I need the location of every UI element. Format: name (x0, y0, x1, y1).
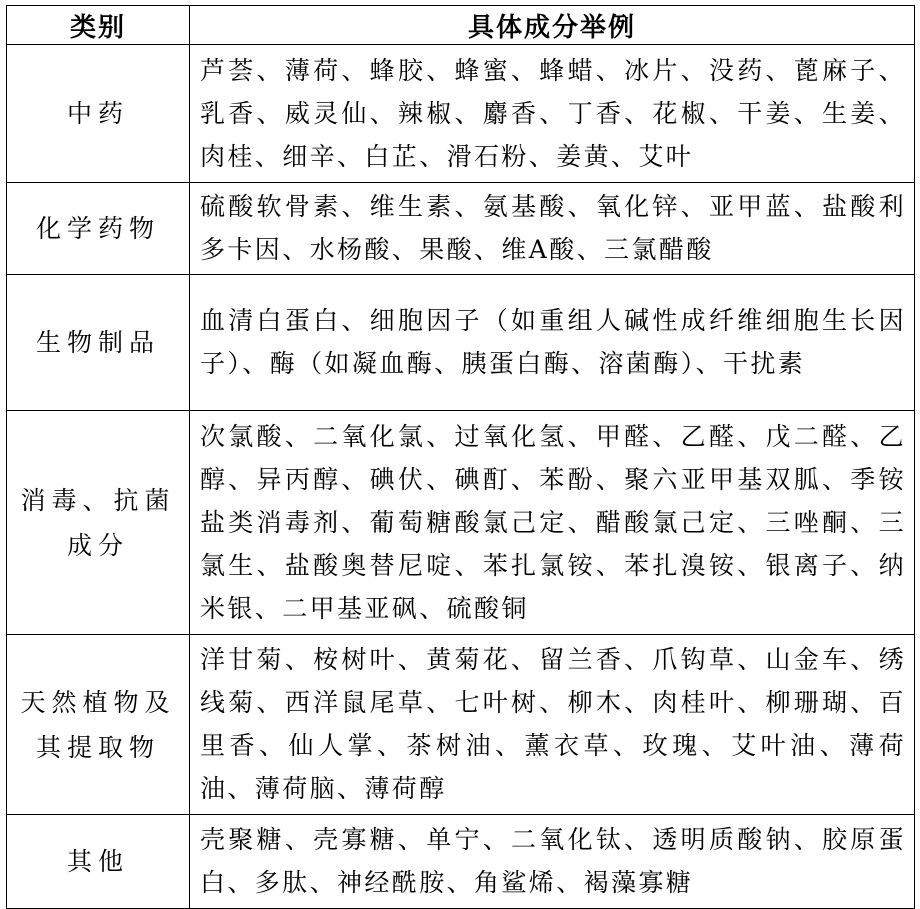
category-cell: 消毒、抗菌成分 (7, 411, 190, 635)
ingredients-cell: 壳聚糖、壳寡糖、单宁、二氧化钛、透明质酸钠、胶原蛋白、多肽、神经酰胺、角鲨烯、褐藻寡糖 (190, 815, 915, 909)
ingredients-cell: 次氯酸、二氧化氯、过氧化氢、甲醛、乙醛、戊二醛、乙醇、异丙醇、碘伏、碘酊、苯酚、聚六亚甲基双胍、季铵盐类消毒剂、葡萄糖酸氯己定、醋酸氯己定、三唑酮、三氯生、盐酸奥替尼啶、苯扎氯铵、苯扎溴铵、银离子、纳米银、二甲基亚砜、硫酸铜 (190, 411, 915, 635)
table-body (7, 45, 915, 909)
table-row (7, 275, 915, 411)
category-cell: 生物制品 (7, 275, 190, 411)
ingredient-category-table (6, 5, 915, 909)
category-cell: 中药 (7, 45, 190, 183)
ingredients-column-header: 具体成分举例 (190, 6, 915, 45)
category-cell: 化学药物 (7, 183, 190, 275)
header-row (7, 6, 915, 45)
ingredients-cell: 血清白蛋白、细胞因子（如重组人碱性成纤维细胞生长因子）、酶（如凝血酶、胰蛋白酶、溶菌酶）、干扰素 (190, 275, 915, 411)
category-cell: 其他 (7, 815, 190, 909)
table-row (7, 411, 915, 635)
ingredients-cell: 洋甘菊、桉树叶、黄菊花、留兰香、爪钩草、山金车、绣线菊、西洋鼠尾草、七叶树、柳木、肉桂叶、柳珊瑚、百里香、仙人掌、茶树油、薰衣草、玫瑰、艾叶油、薄荷油、薄荷脑、薄荷醇 (190, 635, 915, 815)
category-column-header: 类别 (7, 6, 190, 45)
table-header (7, 6, 915, 45)
ingredients-cell: 硫酸软骨素、维生素、氨基酸、氧化锌、亚甲蓝、盐酸利多卡因、水杨酸、果酸、维A酸、三氯醋酸 (190, 183, 915, 275)
table-row (7, 635, 915, 815)
category-cell: 天然植物及其提取物 (7, 635, 190, 815)
ingredients-cell: 芦荟、薄荷、蜂胶、蜂蜜、蜂蜡、冰片、没药、蓖麻子、乳香、威灵仙、辣椒、麝香、丁香、花椒、干姜、生姜、肉桂、细辛、白芷、滑石粉、姜黄、艾叶 (190, 45, 915, 183)
table-row (7, 45, 915, 183)
table-row (7, 183, 915, 275)
table-row (7, 815, 915, 909)
